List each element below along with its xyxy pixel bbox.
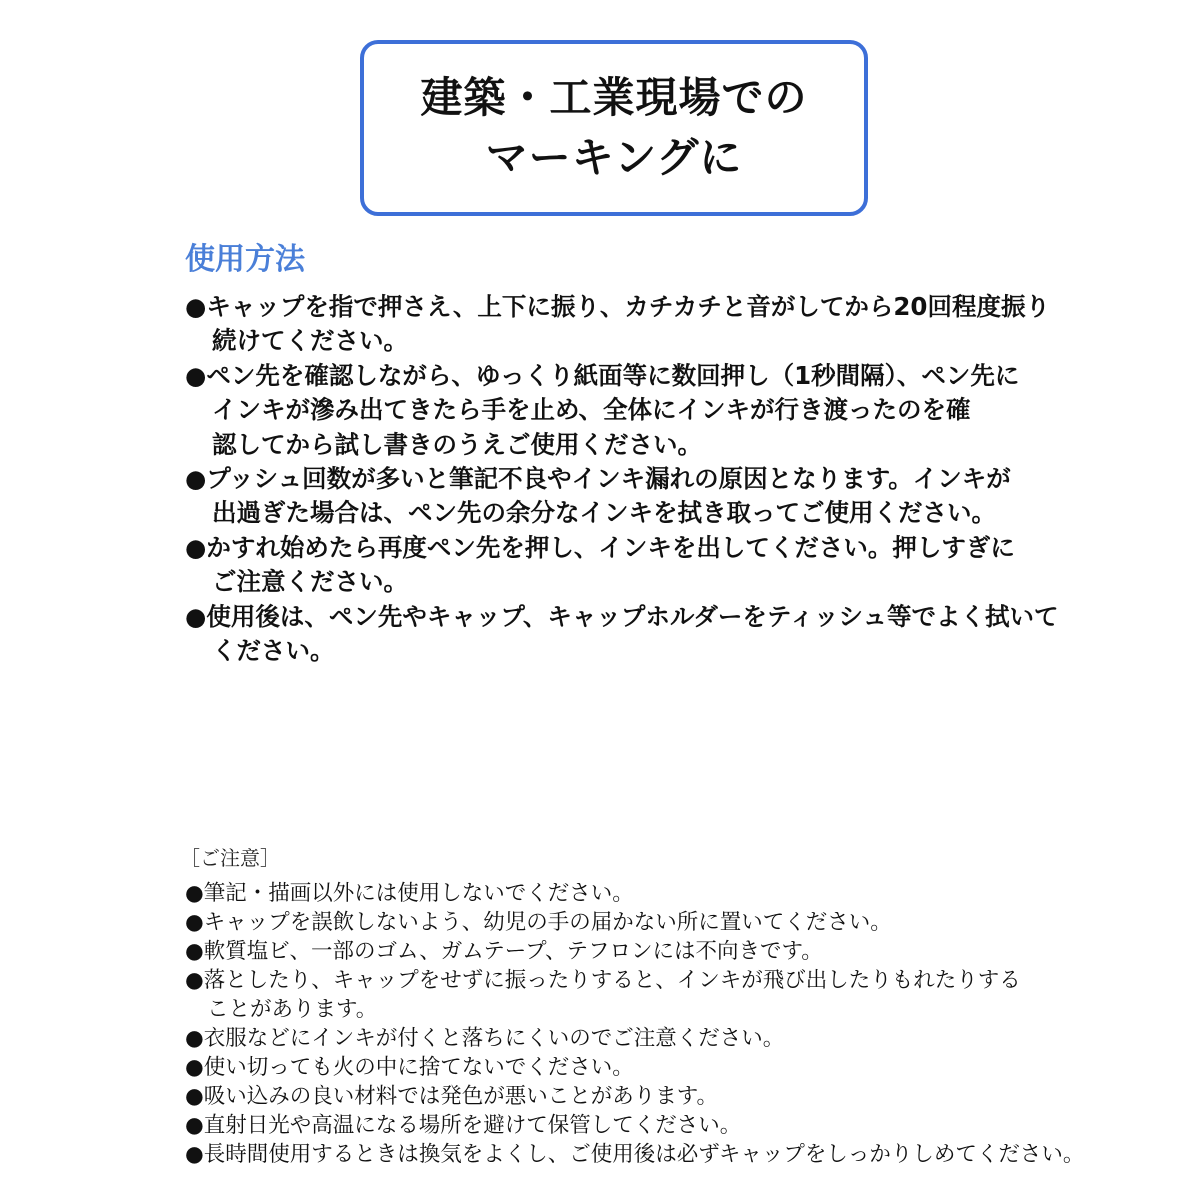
usage-item-line: ●キャップを指で押さえ、上下に振り、カチカチと音がしてから20回程度振り <box>185 292 1050 321</box>
note-item <box>185 966 1045 1024</box>
title-box <box>360 40 868 216</box>
usage-item-line: 出過ぎた場合は、ペン先の余分なインキを拭き取ってご使用ください。 <box>212 498 996 528</box>
usage-item <box>185 290 1050 359</box>
notes-list <box>185 879 1085 1169</box>
usage-item-line: インキが滲み出てきたら手を止め、全体にインキが行き渡ったのを確 <box>212 395 971 425</box>
note-item-line: ●キャップを誤飲しないよう、幼児の手の届かない所に置いてください。 <box>185 910 892 935</box>
note-item <box>185 1082 1045 1111</box>
usage-item-line: ●ペン先を確認しながら、ゆっくり紙面等に数回押し（1秒間隔）、ペン先に <box>185 360 1020 390</box>
usage-list <box>185 290 1059 668</box>
note-item-line: ●軟質塩ビ、一部のゴム、ガムテープ、テフロンには不向きです。 <box>185 939 823 964</box>
note-item <box>185 1111 1045 1140</box>
note-item-line: ことがあります。 <box>207 997 378 1022</box>
note-item <box>185 1024 1045 1053</box>
note-item-line: ●落としたり、キャップをせずに振ったりすると、インキが飛び出したりもれたりする <box>185 968 1021 993</box>
note-item-line: ●直射日光や高温になる場所を避けて保管してください。 <box>185 1113 742 1138</box>
note-item-line: ●筆記・描画以外には使用しないでください。 <box>185 881 634 906</box>
usage-item-line: ●プッシュ回数が多いと筆記不良やインキ漏れの原因となります。インキが <box>185 464 1011 494</box>
note-item <box>185 937 1045 966</box>
note-item-line: ●吸い込みの良い材料では発色が悪いことがあります。 <box>185 1084 719 1109</box>
usage-item <box>185 600 1059 669</box>
note-item <box>185 1140 1085 1169</box>
title-line: マーキングに <box>485 133 743 182</box>
note-item <box>185 908 1045 937</box>
note-item-line: ●衣服などにインキが付くと落ちにくいのでご注意ください。 <box>185 1026 785 1051</box>
usage-item-line: ●使用後は、ペン先やキャップ、キャップホルダーをティッシュ等でよく拭いて <box>185 601 1059 631</box>
usage-item <box>185 462 1045 531</box>
usage-item-line: ご注意ください。 <box>212 567 408 597</box>
usage-heading: 使用方法 <box>185 242 305 277</box>
note-item <box>185 879 1045 908</box>
notes-heading: ［ご注意］ <box>180 846 280 870</box>
title-line: 建築・工業現場での <box>420 73 808 122</box>
note-item-line: ●長時間使用するときは換気をよくし、ご使用後は必ずキャップをしっかりしめてください。 <box>185 1142 1085 1167</box>
usage-item <box>185 359 1045 462</box>
note-item-line: ●使い切っても火の中に捨てないでください。 <box>185 1055 634 1080</box>
usage-item-line: ください。 <box>212 636 335 666</box>
usage-item <box>185 531 1045 600</box>
note-item <box>185 1053 1045 1082</box>
usage-item-line: ●かすれ始めたら再度ペン先を押し、インキを出してください。押しすぎに <box>185 532 1015 562</box>
usage-item-line: 続けてください。 <box>212 326 408 356</box>
usage-item-line: 認してから試し書きのうえご使用ください。 <box>212 429 702 459</box>
